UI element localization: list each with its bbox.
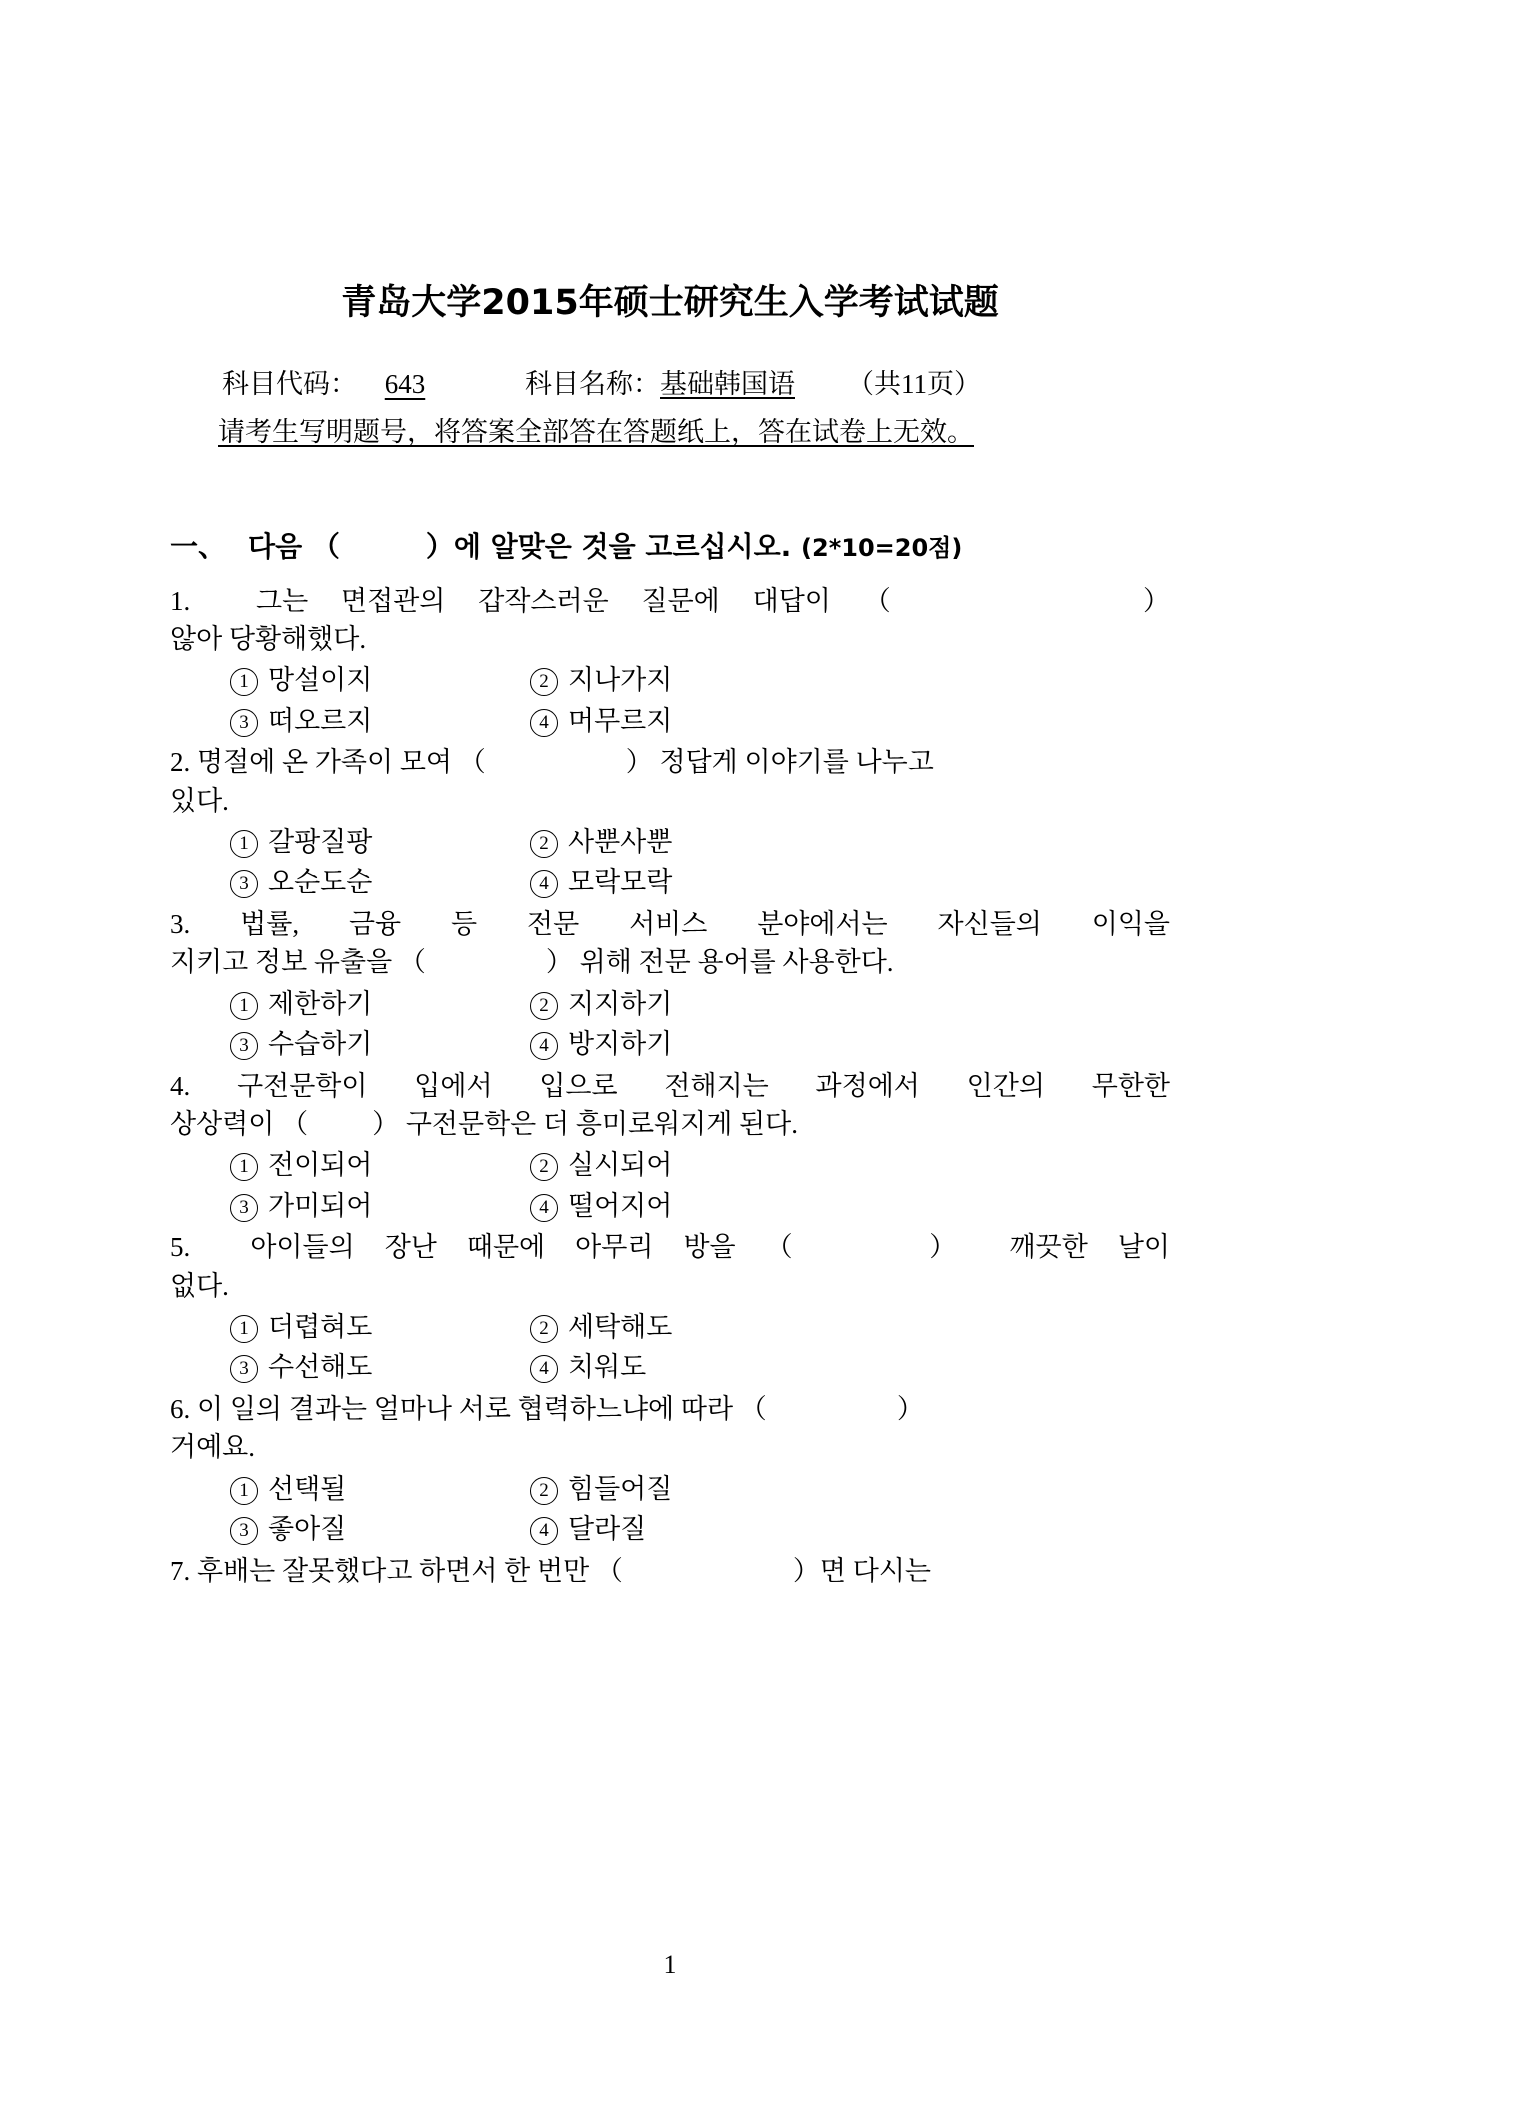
option-2[interactable] [530,1145,830,1186]
option-label: 좋아질 [268,1514,347,1545]
question-line [170,782,1170,820]
circled-number-4-icon: 4 [530,1032,558,1060]
option-4[interactable] [530,1186,830,1227]
question-stem-tail: ） 정답게 이야기를 나누고 [625,747,934,778]
circled-number-4-icon: 4 [530,1355,558,1383]
question-line [170,943,1170,981]
option-row [170,1186,1170,1227]
question-stem-cont: 거예요. [170,1432,255,1463]
option-label: 실시되어 [568,1150,673,1181]
circled-number-1-icon: 1 [230,1477,258,1505]
option-2[interactable] [530,1307,830,1348]
question-stem-cont: 없다. [170,1270,229,1301]
question-stem-tail: ） 깨끗한 날이 [905,1232,1170,1263]
option-list [170,984,1170,1065]
question-line [170,1067,1170,1105]
subject-name-value: 基础韩国语 [660,369,795,399]
circled-number-4-icon: 4 [530,870,558,898]
option-1[interactable] [230,1307,530,1348]
option-label: 치워도 [568,1352,647,1383]
section-score: (2*10=20점) [801,534,963,562]
circled-number-1-icon: 1 [230,668,258,696]
option-3[interactable] [230,862,530,903]
option-1[interactable] [230,984,530,1025]
section-heading [170,530,1170,564]
option-label: 모락모락 [568,867,673,898]
question-line [170,1390,1170,1428]
question-stem-tail: ） [1116,585,1170,616]
question-item [170,1552,1170,1590]
circled-number-1-icon: 1 [230,830,258,858]
circled-number-3-icon: 3 [230,709,258,737]
question-line [170,905,1170,943]
option-label: 망설이지 [268,665,373,696]
option-row [170,984,1170,1025]
subject-code-value: 643 [384,369,426,399]
option-1[interactable] [230,1145,530,1186]
option-label: 떨어지어 [568,1190,673,1221]
question-item [170,905,1170,1065]
question-item [170,582,1170,742]
circled-number-1-icon: 1 [230,992,258,1020]
option-list [170,1307,1170,1388]
option-label: 달라질 [568,1514,647,1545]
question-number: 5. [170,1232,191,1263]
circled-number-3-icon: 3 [230,1194,258,1222]
option-label: 수습하기 [268,1029,373,1060]
question-stem: 아이들의 장난 때문에 아무리 방을 （ [250,1232,816,1263]
question-item [170,1067,1170,1227]
question-line [170,1228,1170,1266]
option-list [170,822,1170,903]
question-line [170,620,1170,658]
question-number: 6. [170,1393,191,1424]
option-2[interactable] [530,822,830,863]
circled-number-1-icon: 1 [230,1153,258,1181]
subject-meta-line [170,362,1170,401]
option-label: 더렵혀도 [268,1311,373,1342]
question-line [170,1552,1170,1590]
option-3[interactable] [230,1186,530,1227]
question-stem-tail: ）면 다시는 [792,1555,931,1586]
option-row [170,1024,1170,1065]
question-stem: 이 일의 결과는 얼마나 서로 협력하느냐에 따라 （ [197,1393,767,1424]
subject-name-label: 科目名称： [525,369,660,399]
question-number: 4. [170,1070,191,1101]
option-label: 머무르지 [568,705,673,736]
option-label: 오순도순 [268,867,373,898]
option-3[interactable] [230,1509,530,1550]
option-row [170,822,1170,863]
question-stem-cont: 상상력이 （ [170,1108,309,1139]
question-stem-tail: ） 구전문학은 더 흥미로워지게 된다. [372,1108,798,1139]
question-stem: 구전문학이 입에서 입으로 전해지는 과정에서 인간의 무한한 [237,1070,1170,1101]
question-line [170,1105,1170,1143]
subject-code-label: 科目代码： [222,369,357,399]
option-2[interactable] [530,984,830,1025]
circled-number-1-icon: 1 [230,1315,258,1343]
circled-number-2-icon: 2 [530,1477,558,1505]
question-stem: 명절에 온 가족이 모여 （ [197,747,486,778]
option-row [170,1307,1170,1348]
question-line [170,1428,1170,1466]
option-label: 힘들어질 [568,1473,673,1504]
question-line [170,582,1170,620]
question-item [170,1228,1170,1388]
circled-number-3-icon: 3 [230,1517,258,1545]
page-title: 青岛大学2015年硕士研究生入学考试试题 [341,283,999,323]
option-label: 갈팡질팡 [268,826,373,857]
circled-number-2-icon: 2 [530,1315,558,1343]
option-row [170,701,1170,742]
circled-number-2-icon: 2 [530,668,558,696]
question-number: 3. [170,908,191,939]
question-number: 2. [170,747,191,778]
question-stem: 법률, 금융 등 전문 서비스 분야에서는 자신들의 이익을 [240,908,1170,939]
option-label: 수선해도 [268,1352,373,1383]
option-row [170,1469,1170,1510]
question-number: 1. [170,585,191,616]
question-line [170,1267,1170,1305]
option-label: 방지하기 [568,1029,673,1060]
page-number: 1 [663,1950,677,1979]
option-row [170,862,1170,903]
option-4[interactable] [530,701,830,742]
option-label: 세탁해도 [568,1311,673,1342]
option-1[interactable] [230,660,530,701]
option-list [170,1145,1170,1226]
option-row [170,660,1170,701]
question-line [170,743,1170,781]
question-item [170,743,1170,903]
instruction-line [170,410,1170,449]
instruction-text: 请考生写明题号，将答案全部答在答题纸上，答在试卷上无效。 [218,417,974,447]
section-prompt-before: 다음 （ [248,530,340,563]
option-2[interactable] [530,660,830,701]
question-stem: 후배는 잘못했다고 하면서 한 번만 （ [197,1555,623,1586]
question-stem-cont: 지키고 정보 유출을 （ [170,947,426,978]
option-list [170,1469,1170,1550]
option-label: 사뿐사뿐 [568,826,673,857]
option-label: 선택될 [268,1473,347,1504]
option-4[interactable] [530,862,830,903]
page-count-note: （共11页） [847,369,981,399]
option-label: 가미되어 [268,1190,373,1221]
option-label: 전이되어 [268,1150,373,1181]
option-4[interactable] [530,1347,830,1388]
option-label: 제한하기 [268,988,373,1019]
circled-number-4-icon: 4 [530,1517,558,1545]
circled-number-4-icon: 4 [530,709,558,737]
option-row [170,1347,1170,1388]
circled-number-4-icon: 4 [530,1194,558,1222]
option-4[interactable] [530,1509,830,1550]
option-1[interactable] [230,1469,530,1510]
question-stem-cont: 있다. [170,785,229,816]
option-1[interactable] [230,822,530,863]
section-number: 一、 [170,530,227,563]
question-stem: 그는 면접관의 갑작스러운 질문에 대답이 （ [256,585,917,616]
question-body [170,530,1170,1591]
circled-number-2-icon: 2 [530,830,558,858]
option-row [170,1145,1170,1186]
option-list [170,660,1170,741]
option-label: 지나가지 [568,665,673,696]
option-3[interactable] [230,1024,530,1065]
option-3[interactable] [230,701,530,742]
section-prompt-after: ）에 알맞은 것을 고르십시오. [425,530,792,563]
question-stem-tail: ） 위해 전문 용어를 사용한다. [545,947,894,978]
circled-number-3-icon: 3 [230,870,258,898]
question-stem-cont: 않아 당황해했다. [170,623,367,654]
question-stem-tail: ） [896,1393,924,1424]
option-label: 지지하기 [568,988,673,1019]
option-2[interactable] [530,1469,830,1510]
option-row [170,1509,1170,1550]
option-3[interactable] [230,1347,530,1388]
option-label: 떠오르지 [268,705,373,736]
circled-number-3-icon: 3 [230,1355,258,1383]
circled-number-2-icon: 2 [530,992,558,1020]
option-4[interactable] [530,1024,830,1065]
question-number: 7. [170,1555,191,1586]
circled-number-2-icon: 2 [530,1153,558,1181]
question-item [170,1390,1170,1550]
circled-number-3-icon: 3 [230,1032,258,1060]
